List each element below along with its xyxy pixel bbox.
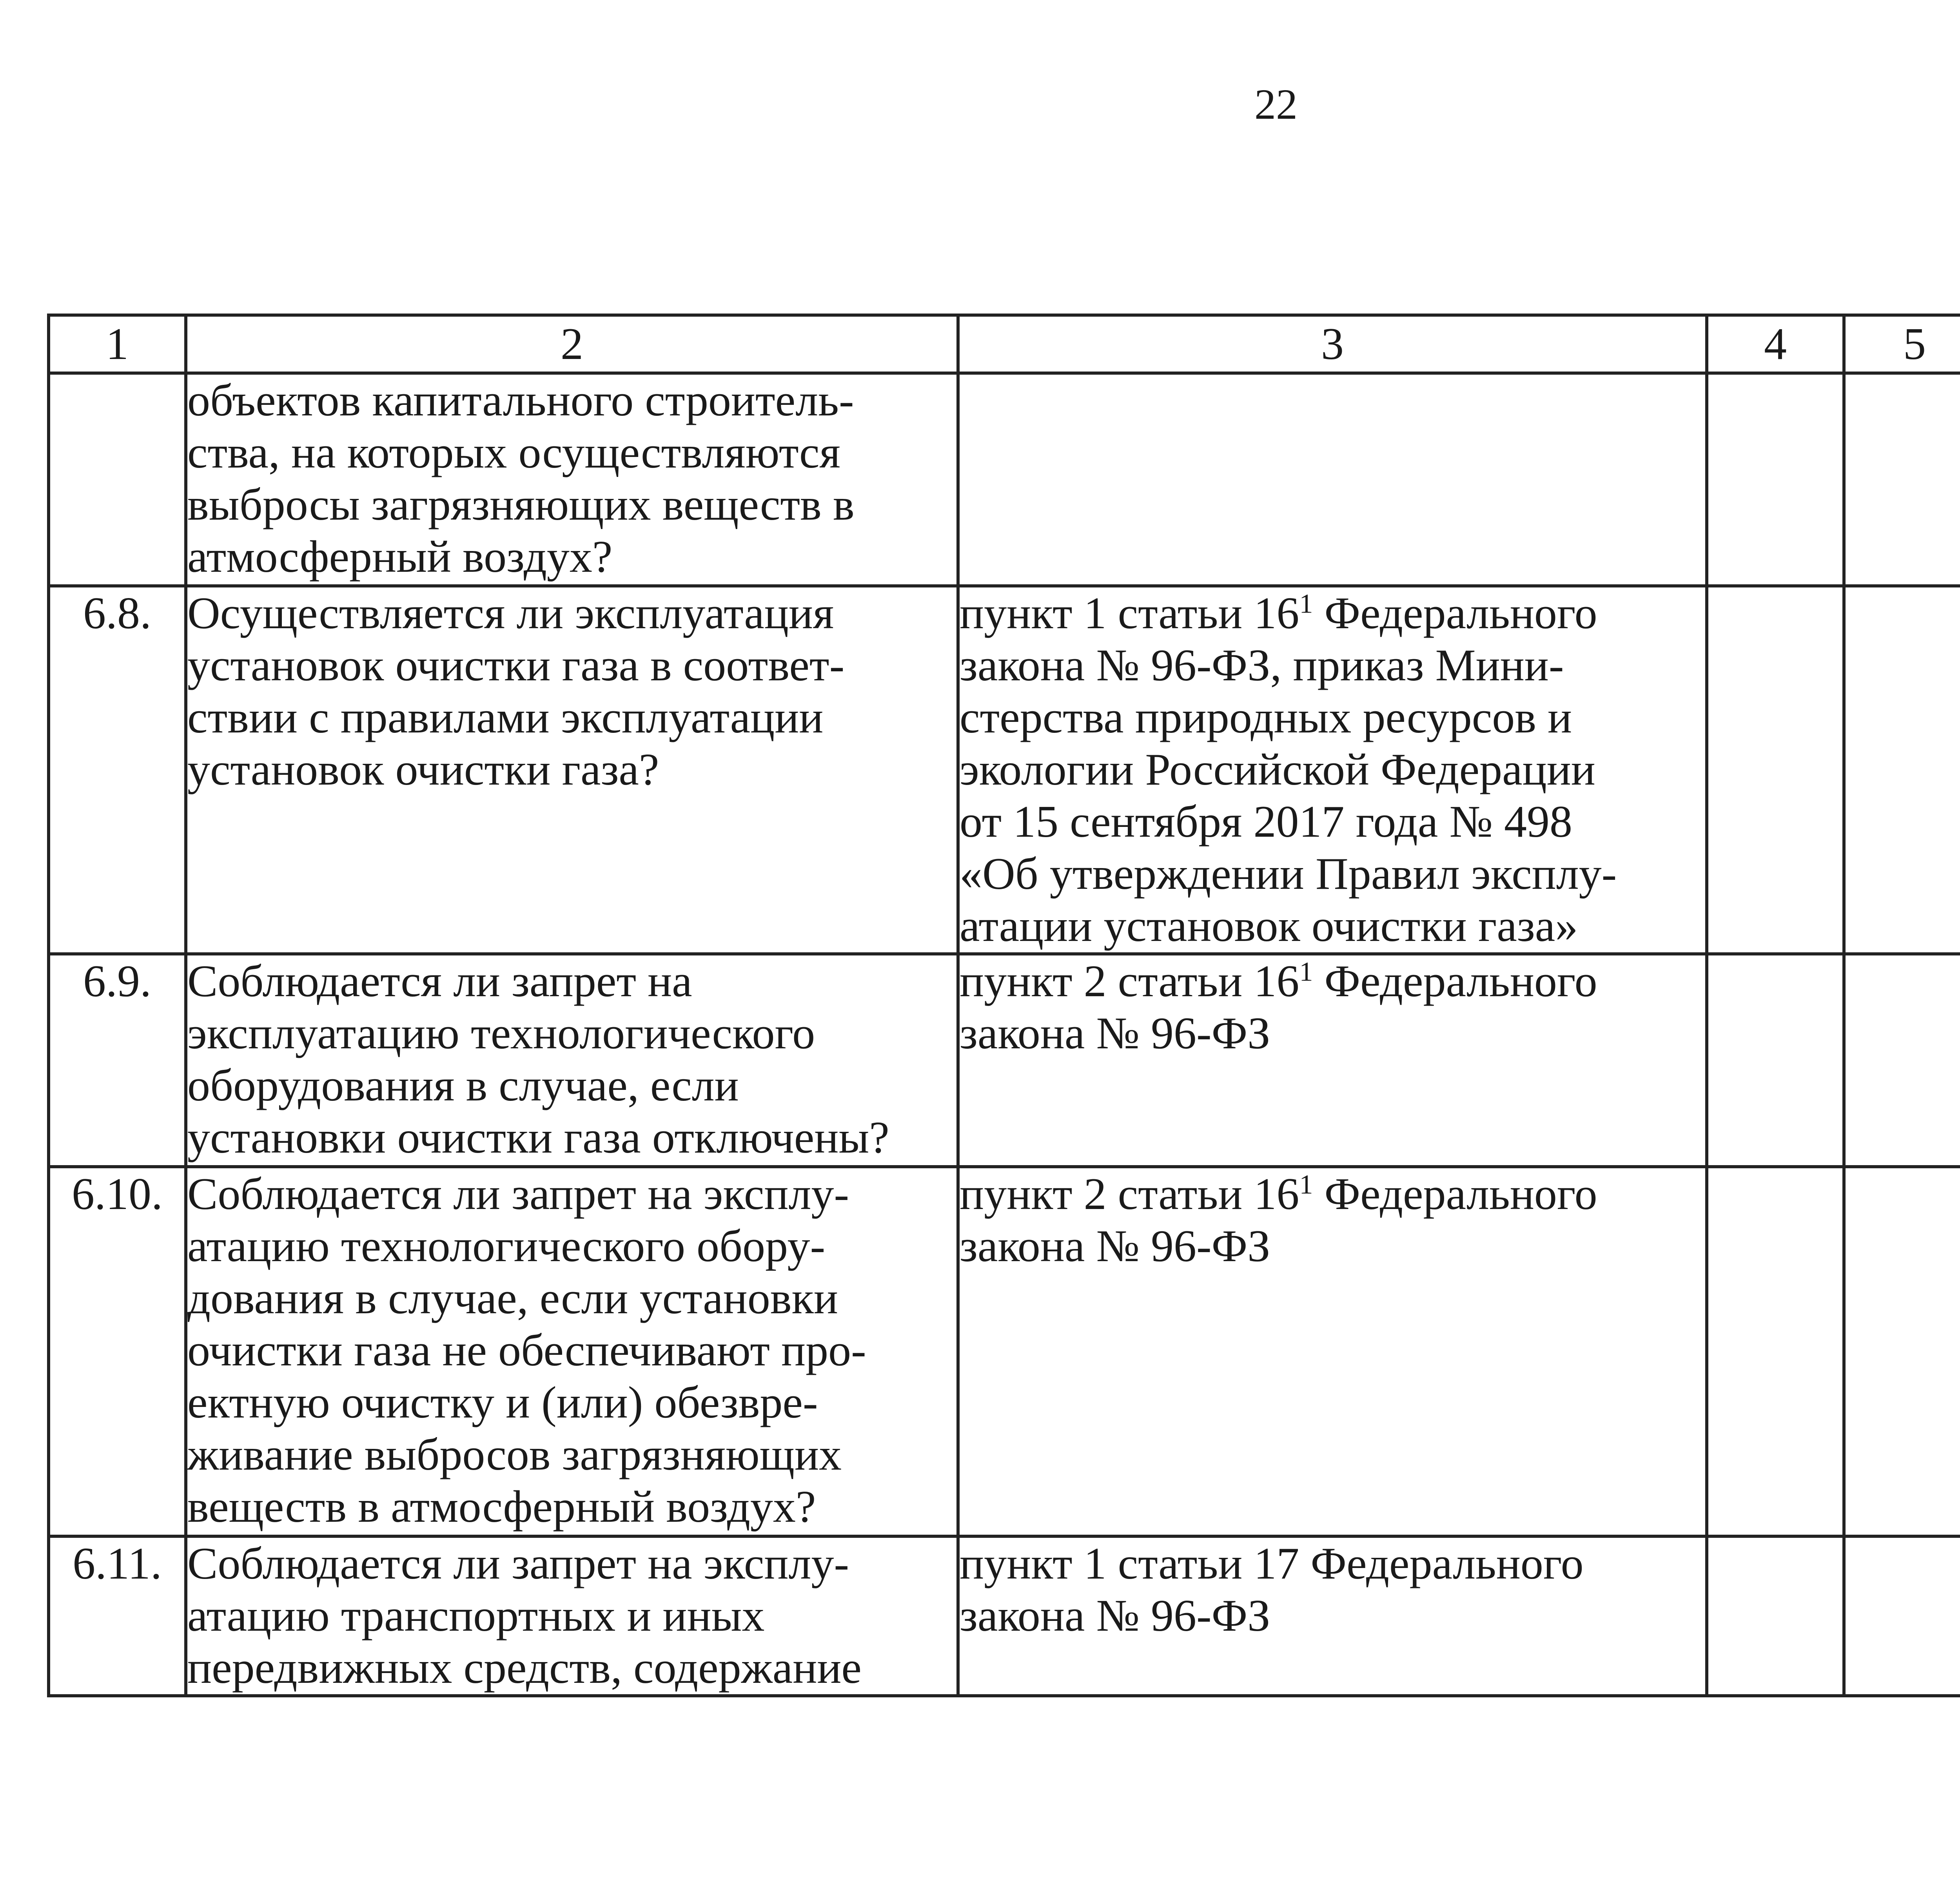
legal-reference bbox=[958, 586, 1707, 954]
legal-reference bbox=[958, 373, 1707, 586]
header-col-2: 2 bbox=[186, 315, 958, 373]
answer-cell-no bbox=[1844, 1167, 1960, 1536]
answer-cell-yes bbox=[1707, 373, 1844, 586]
question-text: Соблюдается ли запрет на эксплу- атацию технологического обору- дования в случае, если установки очистки газа не обеспечивают про- ектную очистку и (или) обезвре- живание выбросов загрязняющих веществ в атмосферный воздух? bbox=[186, 1167, 958, 1536]
answer-cell-no bbox=[1844, 954, 1960, 1167]
answer-cell-yes bbox=[1707, 586, 1844, 954]
legal-reference bbox=[958, 954, 1707, 1167]
reference-text: пункт 2 статьи 16 bbox=[960, 1169, 1299, 1219]
answer-cell-yes bbox=[1707, 1167, 1844, 1536]
answer-cell-no bbox=[1844, 586, 1960, 954]
question-text: Соблюдается ли запрет на эксплуатацию технологического оборудования в случае, если установки очистки газа отключены? bbox=[186, 954, 958, 1167]
reference-text: пункт 1 статьи 16 bbox=[960, 588, 1299, 638]
table-row bbox=[49, 954, 1960, 1167]
header-col-3: 3 bbox=[958, 315, 1707, 373]
question-text: объектов капитального строитель- ства, на которых осуществляются выбросы загрязняющих веществ в атмосферный воздух? bbox=[186, 373, 958, 586]
row-number bbox=[49, 373, 186, 586]
answer-cell-yes bbox=[1707, 1536, 1844, 1696]
reference-text-continued: Федерального закона № 96-ФЗ bbox=[960, 956, 1597, 1059]
reference-superscript: 1 bbox=[1299, 1169, 1313, 1200]
table-row bbox=[49, 373, 1960, 586]
checklist-table bbox=[47, 314, 1960, 1697]
answer-cell-yes bbox=[1707, 954, 1844, 1167]
answer-cell-no bbox=[1844, 373, 1960, 586]
reference-text-continued: Федерального закона № 96-ФЗ bbox=[960, 1169, 1597, 1271]
row-number: 6.10. bbox=[49, 1167, 186, 1536]
reference-text-continued: Федерального закона № 96-ФЗ, приказ Мини- стерства природных ресурсов и экологии Российской Федерации от 15 сентября 2017 года № 498 «Об утверждении Правил эксплу- атации установок очистки газа» bbox=[960, 588, 1617, 951]
header-col-4: 4 bbox=[1707, 315, 1844, 373]
header-col-1: 1 bbox=[49, 315, 186, 373]
header-col-5: 5 bbox=[1844, 315, 1960, 373]
reference-text: пункт 2 статьи 16 bbox=[960, 956, 1299, 1006]
reference-text: пункт 1 статьи 17 Федерального закона № 96-ФЗ bbox=[960, 1539, 1584, 1641]
row-number: 6.11. bbox=[49, 1536, 186, 1696]
question-text: Осуществляется ли эксплуатация установок очистки газа в соответ- ствии с правилами эксплуатации установок очистки газа? bbox=[186, 586, 958, 954]
reference-superscript: 1 bbox=[1299, 589, 1313, 619]
legal-reference bbox=[958, 1167, 1707, 1536]
page-number: 22 bbox=[1254, 80, 1298, 128]
header-row bbox=[49, 315, 1960, 373]
table-row bbox=[49, 1167, 1960, 1536]
table-row bbox=[49, 586, 1960, 954]
reference-superscript: 1 bbox=[1299, 957, 1313, 987]
question-text: Соблюдается ли запрет на эксплу- атацию транспортных и иных передвижных средств, содержание bbox=[186, 1536, 958, 1696]
row-number: 6.8. bbox=[49, 586, 186, 954]
answer-cell-no bbox=[1844, 1536, 1960, 1696]
row-number: 6.9. bbox=[49, 954, 186, 1167]
table-row bbox=[49, 1536, 1960, 1696]
legal-reference bbox=[958, 1536, 1707, 1696]
